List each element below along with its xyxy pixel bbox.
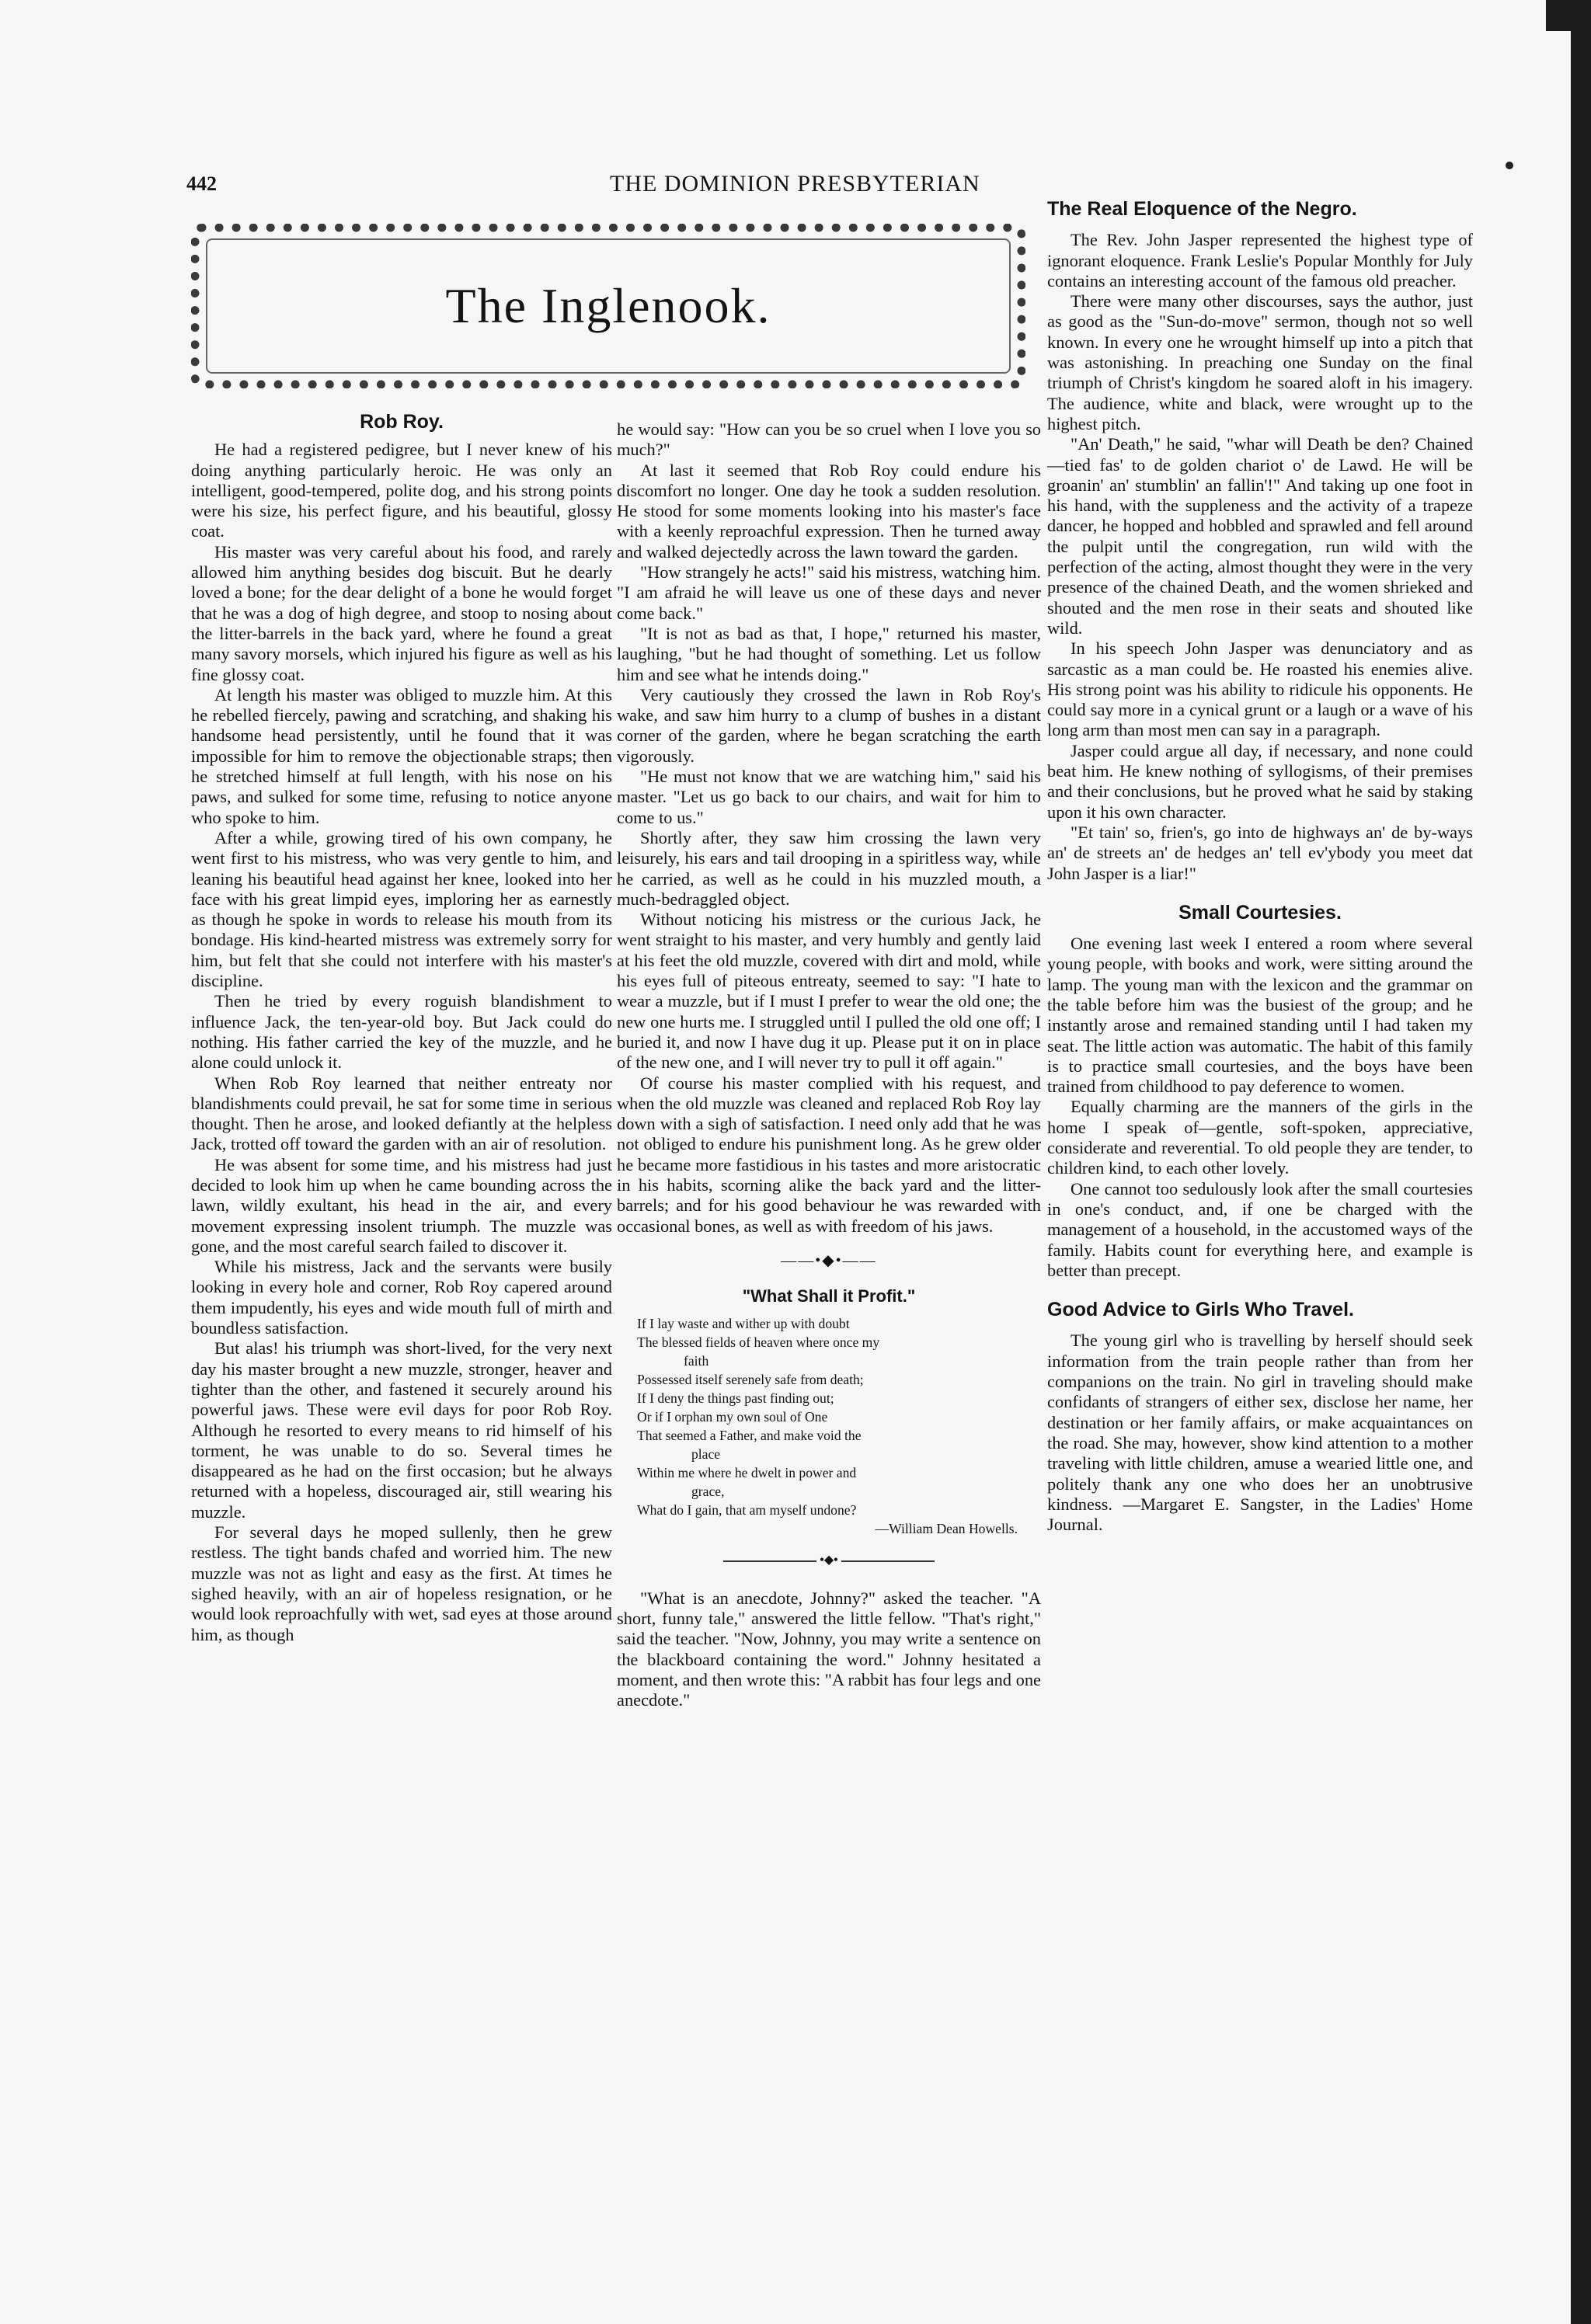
- poem-line: Or if I orphan my own soul of One: [637, 1409, 828, 1425]
- inglenook-banner: [191, 224, 1025, 388]
- page-edge-shadow: [1571, 0, 1591, 2324]
- poem-line: Within me where he dwelt in power and: [637, 1465, 857, 1481]
- rob-roy-paragraph: For several days he moped sullenly, then he grew restless. The tight bands chafed and worried him. The new muzzle was not as light and easy as the first. At times he sighed heavily, with an air of hopeless resignation, or he would look reproachfully with wet, sad eyes at those around him, as though: [191, 1522, 612, 1644]
- girls-travel-title: Good Advice to Girls Who Travel.: [1047, 1299, 1354, 1321]
- negro-eloquence-body: [1047, 230, 1473, 884]
- rob-roy-paragraph: His master was very careful about his food, and rarely allowed him anything besides dog biscuit. But he dearly loved a bone; for the dear delight of a bone he would forget that he was a dog of high degree, and stoop to nosing about the litter-barrels in the back yard, where he found a great many savory morsels, which injured his figure as well as his fine glossy coat.: [191, 541, 612, 684]
- small-courtesies-body: [1047, 934, 1473, 1281]
- rob-roy-title: Rob Roy.: [360, 411, 444, 433]
- rob-roy-paragraph: Shortly after, they saw him crossing the lawn very leisurely, his ears and tail drooping in a spiritless way, while he carried, as well as he could in his muzzled mouth, a much-bedraggled object.: [617, 827, 1041, 909]
- girls-travel-body: [1047, 1331, 1473, 1535]
- page-number: 442: [186, 172, 217, 195]
- rob-roy-paragraph: At length his master was obliged to muzzle him. At this he rebelled fiercely, pawing and scratching, and shaking his handsome head persistently, until he found that it was impossible for him to remove the objectionable straps; then he stretched himself at full length, with his nose on his paws, and sulked for some time, refusing to notice anyone who spoke to him.: [191, 684, 612, 827]
- rob-roy-paragraph: But alas! his triumph was short-lived, for the very next day his master brought a new muzzle, stronger, heaver and tighter than the other, and fastened it securely around his powerful jaws. These were evil days for poor Rob Roy. Although he resorted to every means to rid himself of his torment, he was unable to do so. Several times he disappeared as he had on the first occasion; but he always returned with a hopeless, discouraged air, still wearing his muzzle.: [191, 1338, 612, 1522]
- rob-roy-paragraph: Very cautiously they crossed the lawn in Rob Roy's wake, and saw him hurry to a clump of bushes in a distant corner of the garden, where he began scratching the earth vigorously.: [617, 684, 1041, 766]
- column-1: [191, 412, 612, 1645]
- page-header: [186, 165, 1041, 204]
- poem-line: place: [691, 1446, 721, 1463]
- rob-roy-paragraph: He was absent for some time, and his mistress had just decided to look him up when he came bounding across the lawn, wildly exultant, his head in the air, and every movement expressing insolent triumph. The muzzle was gone, and the most careful search failed to discover it.: [191, 1154, 612, 1256]
- small-courtesies-title: Small Courtesies.: [1178, 901, 1342, 924]
- rob-roy-paragraph: When Rob Roy learned that neither entreaty nor blandishments could prevail, he sat for some time in serious thought. Then he arose, and looked defiantly at the helpless Jack, trotted off toward the garden with an air of resolution.: [191, 1073, 612, 1154]
- poem-line: grace,: [691, 1484, 725, 1500]
- poem-body: [637, 1314, 1041, 1538]
- small-courtesies-paragraph: Equally charming are the manners of the girls in the home I speak of—gentle, soft-spoken, appreciative, considerate and reverential. To old people they are tender, to children kind, to each other lovely.: [1047, 1097, 1473, 1178]
- negro-eloquence-paragraph: In his speech John Jasper was denunciatory and as sarcastic as a man could be. He roasted his enemies alive. His strong point was his ability to ridicule his opponents. He could say more in a cynical grunt or a laugh or a wave of his long arm than most men can say in a paragraph.: [1047, 638, 1473, 740]
- banner-title: The Inglenook.: [445, 278, 771, 333]
- negro-eloquence-paragraph: There were many other discourses, says the author, just as good as the "Sun-do-move" sermon, though not so well known. In every one he wrought himself up into a pitch that was astonishing. In preaching one Sunday on the final triumph of Christ's kingdom he soared aloft in his imagery. The audience, white and black, were wrought up to the highest pitch.: [1047, 291, 1473, 433]
- poem-line: faith: [684, 1353, 709, 1369]
- poem-line: If I deny the things past finding out;: [637, 1390, 834, 1407]
- rob-roy-paragraph: After a while, growing tired of his own company, he went first to his mistress, who was very gentle to him, and leaning his beautiful head against her knee, looked into her face with his great limpid eyes, imploring her as earnestly as though he spoke in words to release his mouth from its bondage. His kind-hearted mistress was extremely sorry for him, but felt that she could not interfere with his master's discipline.: [191, 827, 612, 991]
- column-3: [1047, 199, 1473, 1535]
- running-head: THE DOMINION PRESBYTERIAN: [610, 171, 980, 197]
- rob-roy-body: [191, 440, 612, 1645]
- anecdote-paragraph: "What is an anecdote, Johnny?" asked the teacher. "A short, funny tale," answered the little fellow. "That's right," said the teacher. "Now, Johnny, you may write a sentence on the blackboard containing the word." Johnny hesitated a moment, and then wrote this: "A rabbit has four legs and one anecdote.": [617, 1588, 1041, 1710]
- rob-roy-paragraph: "How strangely he acts!" said his mistress, watching him. "I am afraid he will leave us one of these days and never come back.": [617, 562, 1041, 623]
- poem-line: Possessed itself serenely safe from death;: [637, 1372, 864, 1388]
- margin-dot: [1506, 162, 1513, 169]
- negro-eloquence-paragraph: The Rev. John Jasper represented the highest type of ignorant eloquence. Frank Leslie's Popular Monthly for July contains an interesting account of the famous old preacher.: [1047, 230, 1473, 290]
- section-divider: •◆•: [617, 1550, 1041, 1571]
- poem-attribution: —William Dean Howells.: [875, 1521, 1018, 1537]
- poem-title: "What Shall it Profit.": [742, 1286, 916, 1306]
- section-ornament: ——•◆•——: [781, 1251, 877, 1269]
- rob-roy-paragraph: Without noticing his mistress or the curious Jack, he went straight to his master, and very humbly and gently laid at his feet the old muzzle, covered with dirt and mold, while his eyes full of piteous entreaty, seemed to say: "I hate to wear a muzzle, but if I must I prefer to wear the old one; the new one hurts me. I struggled until I pulled the old one off; I buried it, and now I have dug it up. Please put it on in place of the new one, and I will never try to pull it off again.": [617, 910, 1041, 1073]
- poem-line: If I lay waste and wither up with doubt: [637, 1316, 850, 1332]
- rob-roy-paragraph: While his mistress, Jack and the servants were busily looking in every hole and corner, Rob Roy capered around them impudently, his eyes and wide mouth full of mirth and boundless satisfaction.: [191, 1257, 612, 1338]
- rob-roy-paragraph: he would say: "How can you be so cruel when I love you so much?": [617, 419, 1041, 460]
- negro-eloquence-paragraph: "An' Death," he said, "whar will Death be den? Chained—tied fas' to de golden chariot o' de Lawd. He will be groanin' an' stumblin' an fallin'!" And taking up one foot in his hand, with the suppleness and the activity of a trapeze dancer, he hopped and hobbled and sprawled and fell around the pulpit until the congregation, run wild with the perfection of the acting, almost thought they were in the very presence of the chained Death, and the women shrieked and shouted and the men rose in their seats and shouted like wild.: [1047, 434, 1473, 638]
- rob-roy-paragraph: Of course his master complied with his request, and when the old muzzle was cleaned and replaced Rob Roy lay down with a sigh of satisfaction. I need only add that he was not obliged to endure his punishment long. As he grew older he became more fastidious in his tastes and more aristocratic in his habits, scorning alike the back yard and the litter-barrels; and for his good behaviour he was rewarded with occasional bones, as well as with freedom of his jaws.: [617, 1073, 1041, 1236]
- small-courtesies-paragraph: One cannot too sedulously look after the small courtesies in one's conduct, and, if one be charged with the management of a household, in the accustomed ways of the family. Habits count for everything here, and example is better than precept.: [1047, 1178, 1473, 1280]
- negro-eloquence-paragraph: Jasper could argue all day, if necessary, and none could beat him. He knew nothing of syllogisms, of their premises and their conclusions, but he proved what he said by staking upon it his own character.: [1047, 740, 1473, 822]
- poem-line: That seemed a Father, and make void the: [637, 1428, 862, 1444]
- small-courtesies-paragraph: One evening last week I entered a room where several young people, with books and work, were sitting around the lamp. The young man with the lexicon and the grammar on the table before him was the busiest of the group; and he instantly arose and remained standing until I had taken my seat. The little action was automatic. The habit of this family is to practice small courtesies, and the boys have been trained from childhood to pay deference to women.: [1047, 934, 1473, 1097]
- rob-roy-paragraph: He had a registered pedigree, but I never knew of his doing anything particularly heroic. He was only an intelligent, good-tempered, polite dog, and his strong points were his size, his perfect figure, and his beautiful, glossy coat.: [191, 440, 612, 541]
- column-2: [617, 419, 1041, 1711]
- rob-roy-paragraph: "He must not know that we are watching him," said his master. "Let us go back to our chairs, and wait for him to come to us.": [617, 767, 1041, 827]
- negro-eloquence-paragraph: "Et tain' so, frien's, go into de highways an' de by-ways an' de streets an' de hedges an' tell ev'ybody you meet dat John Jasper is a liar!": [1047, 822, 1473, 883]
- poem-line: What do I gain, that am myself undone?: [637, 1502, 857, 1519]
- poem-line: The blessed fields of heaven where once my: [637, 1334, 880, 1351]
- rob-roy-paragraph: Then he tried by every roguish blandishment to influence Jack, the ten-year-old boy. But Jack could do nothing. His father carried the key of the muzzle, and he alone could unlock it.: [191, 991, 612, 1073]
- girls-travel-paragraph: The young girl who is travelling by herself should seek information from the train people rather than from her companions on the train. No girl in traveling should make confidants of strangers of either sex, disclose her name, her destination or her family affairs, or make acquaintances on the road. She may, however, show kind attention to a mother traveling with little children, amuse a wearied little one, and politely thank any one who does her an unobtrusive kindness. —Margaret E. Sangster, in the Ladies' Home Journal.: [1047, 1331, 1473, 1535]
- rob-roy-paragraph: "It is not as bad as that, I hope," returned his master, laughing, "but he had thought of something. Let us follow him and see what he intends doing.": [617, 623, 1041, 684]
- rob-roy-paragraph: At last it seemed that Rob Roy could endure his discomfort no longer. One day he took a sudden resolution. He stood for some moments looking into his master's face with a keenly reproachful expression. Then he turned away and walked dejectedly across the lawn toward the garden.: [617, 460, 1041, 562]
- negro-eloquence-title: The Real Eloquence of the Negro.: [1047, 198, 1357, 220]
- rob-roy-continued: [617, 419, 1041, 1237]
